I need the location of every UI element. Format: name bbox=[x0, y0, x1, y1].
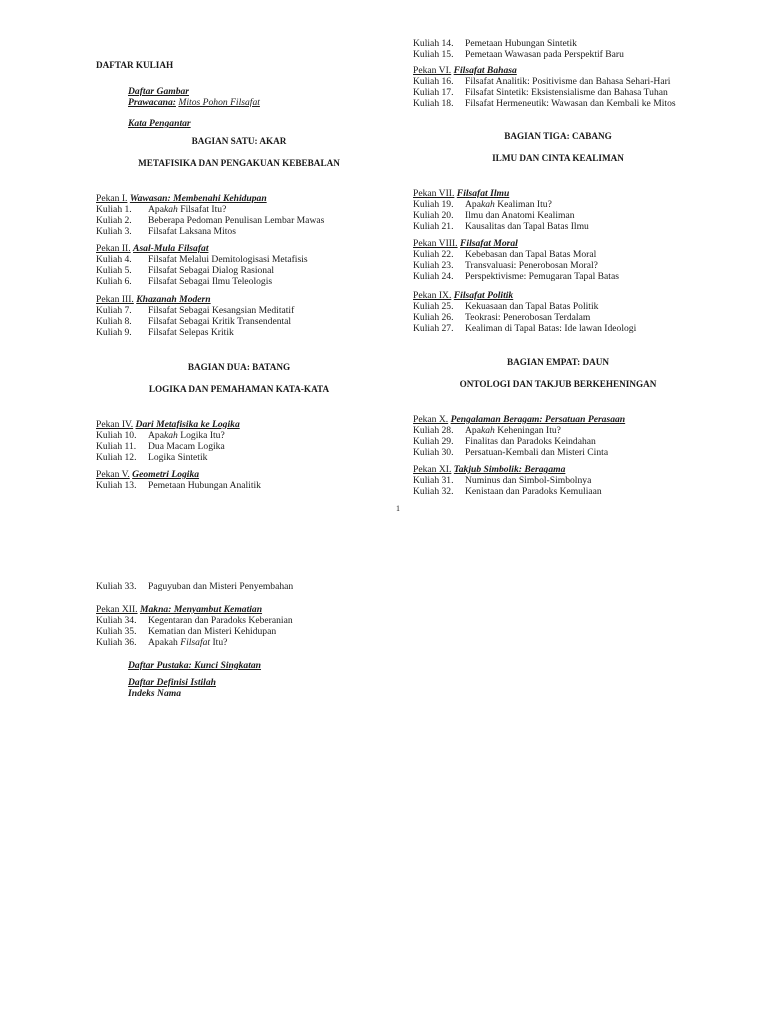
list-item: Kuliah 35. Kematian dan Misteri Kehidupan bbox=[96, 626, 277, 637]
list-item: Kuliah 30. Persatuan-Kembali dan Misteri Cinta bbox=[413, 447, 609, 458]
list-item: Kuliah 13. Pemetaan Hubungan Analitik bbox=[96, 480, 261, 491]
front-matter bbox=[128, 86, 260, 129]
list-item: Kuliah 28. Apakah Keheningan Itu? bbox=[413, 425, 561, 436]
list-item: Kuliah 11. Dua Macam Logika bbox=[96, 441, 225, 452]
pekan-5-block bbox=[96, 469, 261, 491]
part2-heading: BAGIAN DUA: BATANG bbox=[187, 362, 291, 372]
pekan-label: Pekan VII. bbox=[413, 188, 455, 199]
pekan-9-heading[interactable] bbox=[413, 290, 636, 301]
pekan-label: Pekan II. bbox=[96, 243, 131, 254]
list-item: Kuliah 31. Numinus dan Simbol-Simbolnya bbox=[413, 475, 592, 486]
list-item: Kuliah 5. Filsafat Sebagai Dialog Rasional bbox=[96, 265, 275, 276]
link-daftar-gambar[interactable]: Daftar Gambar bbox=[128, 86, 190, 97]
list-item: Kuliah 23. Transvaluasi: Penerobosan Moral? bbox=[413, 260, 598, 271]
list-item: Kuliah 24. Perspektivisme: Pemugaran Tapal Batas bbox=[413, 271, 619, 282]
cont-block bbox=[413, 38, 624, 60]
pekan-6-heading[interactable] bbox=[413, 65, 676, 76]
link-indeks-nama[interactable]: Indeks Nama bbox=[128, 688, 182, 699]
prawacana-entry[interactable] bbox=[128, 97, 260, 108]
pekan-11-heading[interactable] bbox=[413, 464, 602, 475]
list-item: Kuliah 4. Filsafat Melalui Demitologisasi Metafisis bbox=[96, 254, 308, 265]
pekan-label: Pekan XI. bbox=[413, 464, 452, 475]
list-item: Kuliah 10. Apakah Logika Itu? bbox=[96, 430, 225, 441]
list-item: Kuliah 20. Ilmu dan Anatomi Kealiman bbox=[413, 210, 575, 221]
back-matter bbox=[128, 660, 261, 699]
part4-heading: BAGIAN EMPAT: DAUN bbox=[506, 357, 610, 367]
pekan-4-heading[interactable] bbox=[96, 419, 240, 430]
pekan-1-heading[interactable] bbox=[96, 193, 324, 204]
pekan-title: Filsafat Politik bbox=[453, 290, 514, 301]
prawacana-title: Mitos Pohon Filsafat bbox=[178, 97, 260, 108]
list-item: Kuliah 27. Kealiman di Tapal Batas: Ide lawan Ideologi bbox=[413, 323, 637, 334]
part4-subheading: ONTOLOGI DAN TAKJUB BERKEHENINGAN bbox=[459, 379, 657, 389]
link-kata-pengantar[interactable]: Kata Pengantar bbox=[128, 118, 191, 129]
pekan-7-block bbox=[413, 188, 589, 232]
pekan-title: Filsafat Ilmu bbox=[456, 188, 510, 199]
page-number: 1 bbox=[396, 504, 400, 513]
list-item: Kuliah 34. Kegentaran dan Paradoks Keberanian bbox=[96, 615, 293, 626]
list-item: Kuliah 1. Apakah Filsafat Itu? bbox=[96, 204, 227, 215]
part3-subheading: ILMU DAN CINTA KEALIMAN bbox=[492, 153, 624, 163]
pekan-title: Dari Metafisika ke Logika bbox=[135, 419, 240, 430]
prawacana-label: Prawacana: bbox=[128, 97, 176, 108]
list-item: Kuliah 29. Finalitas dan Paradoks Keindahan bbox=[413, 436, 596, 447]
pekan-title: Wawasan: Membenahi Kehidupan bbox=[129, 193, 267, 204]
list-item: Kuliah 26. Teokrasi: Penerobosan Terdalam bbox=[413, 312, 591, 323]
list-item: Kuliah 3. Filsafat Laksana Mitos bbox=[96, 226, 236, 237]
pekan-label: Pekan X. bbox=[413, 414, 449, 425]
list-item: Kuliah 21. Kausalitas dan Tapal Batas Ilmu bbox=[413, 221, 589, 232]
pekan-title: Makna: Menyambut Kematian bbox=[139, 604, 263, 615]
list-item: Kuliah 7. Filsafat Sebagai Kesangsian Meditatif bbox=[96, 305, 295, 316]
toc-title bbox=[96, 60, 173, 71]
pekan-9-block bbox=[413, 290, 636, 334]
pekan-title: Pengalaman Beragam: Persatuan Perasaan bbox=[450, 414, 626, 425]
pekan-label: Pekan IV. bbox=[96, 419, 134, 430]
pekan-title: Khazanah Modern bbox=[136, 294, 211, 305]
link-daftar-pustaka[interactable]: Daftar Pustaka: Kunci Singkatan bbox=[128, 660, 262, 671]
list-item: Kuliah 36. Apakah Filsafat Itu? bbox=[96, 637, 228, 648]
toc-title-text: DAFTAR KULIAH bbox=[96, 60, 174, 70]
list-item: Kuliah 25. Kekuasaan dan Tapal Batas Politik bbox=[413, 301, 599, 312]
pekan-label: Pekan I. bbox=[96, 193, 128, 204]
list-item: Kuliah 17. Filsafat Sintetik: Eksistensialisme dan Bahasa Tuhan bbox=[413, 87, 668, 98]
part3-heading: BAGIAN TIGA: CABANG bbox=[504, 131, 612, 141]
pekan-8-block bbox=[413, 238, 619, 282]
pekan-label: Pekan V. bbox=[96, 469, 130, 480]
pekan-title: Filsafat Moral bbox=[460, 238, 518, 249]
part2-subheading: LOGIKA DAN PEMAHAMAN KATA-KATA bbox=[148, 384, 330, 394]
pekan-label: Pekan VI. bbox=[413, 65, 452, 76]
pekan-8-heading[interactable] bbox=[413, 238, 619, 249]
pekan-12-heading[interactable] bbox=[96, 604, 293, 615]
pekan-6-block bbox=[413, 65, 676, 109]
pekan-title: Geometri Logika bbox=[132, 469, 200, 480]
pekan-10-heading[interactable] bbox=[413, 414, 625, 425]
pekan-label: Pekan XII. bbox=[96, 604, 138, 615]
part1-subheading: METAFISIKA DAN PENGAKUAN KEBEBALAN bbox=[138, 158, 340, 168]
list-item: Kuliah 18. Filsafat Hermeneutik: Wawasan dan Kembali ke Mitos bbox=[413, 98, 676, 109]
list-item: Kuliah 22. Kebebasan dan Tapal Batas Moral bbox=[413, 249, 597, 260]
k33-block bbox=[96, 581, 293, 592]
list-item: Kuliah 9. Filsafat Selepas Kritik bbox=[96, 327, 234, 338]
pekan-3-heading[interactable] bbox=[96, 294, 294, 305]
list-item: Kuliah 8. Filsafat Sebagai Kritik Transendental bbox=[96, 316, 292, 327]
pekan-label: Pekan VIII. bbox=[413, 238, 458, 249]
pekan-label: Pekan IX. bbox=[413, 290, 452, 301]
pekan-label: Pekan III. bbox=[96, 294, 134, 305]
pekan-2-heading[interactable] bbox=[96, 243, 308, 254]
link-daftar-definisi[interactable]: Daftar Definisi Istilah bbox=[128, 677, 216, 688]
pekan-7-heading[interactable] bbox=[413, 188, 589, 199]
list-item: Kuliah 19. Apakah Kealiman Itu? bbox=[413, 199, 552, 210]
list-item: Kuliah 2. Beberapa Pedoman Penulisan Lembar Mawas bbox=[96, 215, 325, 226]
pekan-5-heading[interactable] bbox=[96, 469, 261, 480]
list-item: Kuliah 15. Pemetaan Wawasan pada Perspektif Baru bbox=[413, 49, 624, 60]
pekan-11-block bbox=[413, 464, 602, 497]
list-item: Kuliah 14. Pemetaan Hubungan Sintetik bbox=[413, 38, 577, 49]
list-item: Kuliah 6. Filsafat Sebagai Ilmu Teleologis bbox=[96, 276, 273, 287]
pekan-4-block bbox=[96, 419, 240, 463]
pekan-2-block bbox=[96, 243, 308, 287]
part1-heading: BAGIAN SATU: AKAR bbox=[191, 136, 287, 146]
pekan-3-block bbox=[96, 294, 294, 338]
pekan-title: Takjub Simbolik: Beragama bbox=[453, 464, 566, 475]
list-item: Kuliah 12. Logika Sintetik bbox=[96, 452, 208, 463]
list-item: Kuliah 32. Kenistaan dan Paradoks Kemuliaan bbox=[413, 486, 602, 497]
list-item: Kuliah 33. Paguyuban dan Misteri Penyembahan bbox=[96, 581, 294, 592]
pekan-10-block bbox=[413, 414, 625, 458]
pekan-12-block bbox=[96, 604, 293, 648]
pekan-title: Asal-Mula Filsafat bbox=[133, 243, 209, 254]
pekan-1-block bbox=[96, 193, 324, 237]
pekan-title: Filsafat Bahasa bbox=[453, 65, 517, 76]
list-item: Kuliah 16. Filsafat Analitik: Positivisme dan Bahasa Sehari-Hari bbox=[413, 76, 671, 87]
